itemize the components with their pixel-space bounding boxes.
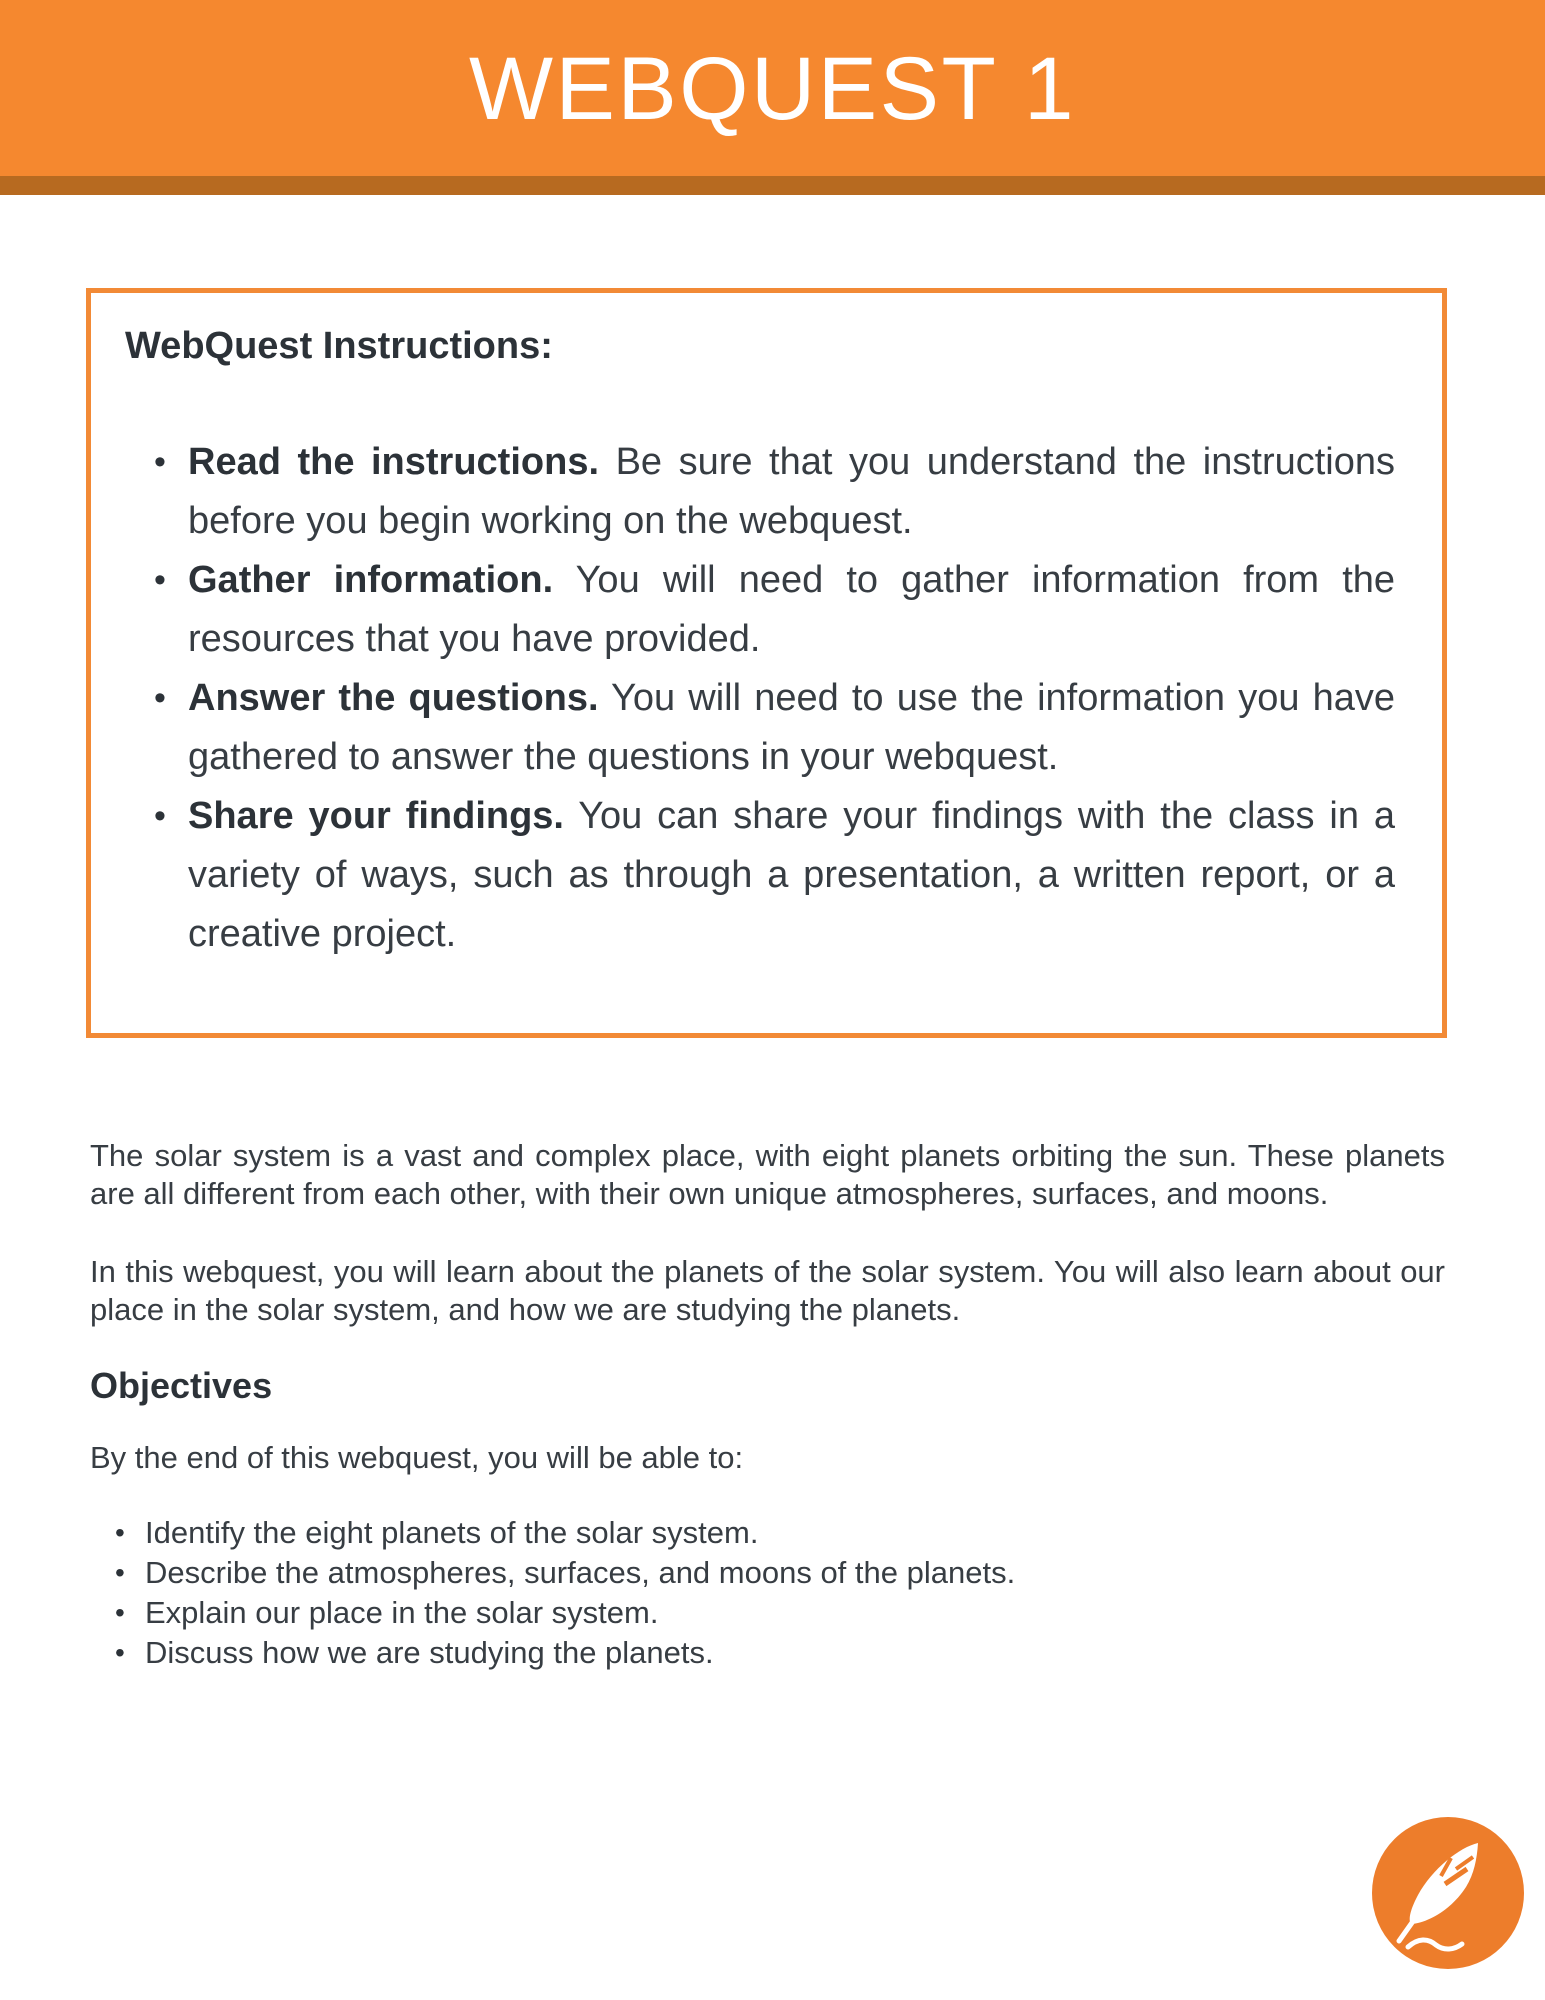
objective-item: • Explain our place in the solar system.: [145, 1593, 1445, 1633]
instructions-list: [125, 433, 1395, 964]
instruction-item: [188, 787, 1395, 964]
instruction-item-text: Be sure that you understand the instructions before you begin working on the webquest.: [188, 441, 1395, 542]
intro-paragraph: The solar system is a vast and complex place, with eight planets orbiting the sun. These planets are all different from each other, with their own unique atmospheres, surfaces, and moons.: [90, 1138, 1445, 1211]
objective-item: • Identify the eight planets of the solar system.: [145, 1513, 1445, 1553]
page-title: WEBQUEST 1: [469, 37, 1076, 138]
header-accent-bar: [0, 176, 1545, 195]
instruction-item: [188, 433, 1395, 551]
objective-item: • Describe the atmospheres, surfaces, and moons of the planets.: [145, 1553, 1445, 1593]
instruction-item-text: You will need to gather information from the resources that you have provided.: [188, 559, 1396, 660]
body-content: [90, 1137, 1445, 1673]
instruction-item-text: You will need to use the information you have gathered to answer the questions in your webquest.: [188, 677, 1396, 778]
instruction-item-lead: Read the instructions.: [188, 441, 600, 483]
instruction-item: [188, 669, 1395, 787]
objectives-list: [90, 1513, 1445, 1673]
intro-paragraph: In this webquest, you will learn about the planets of the solar system. You will also learn about our place in the solar system, and how we are studying the planets.: [90, 1254, 1445, 1327]
objectives-intro: By the end of this webquest, you will be able to:: [90, 1440, 744, 1475]
objective-item: • Discuss how we are studying the planets.: [145, 1633, 1445, 1673]
instruction-item-lead: Gather information.: [188, 559, 554, 601]
objectives-heading: Objectives: [90, 1365, 273, 1406]
instruction-item: [188, 551, 1395, 669]
instructions-heading: WebQuest Instructions:: [125, 325, 553, 367]
feather-quill-icon: [1372, 1817, 1524, 1969]
header-banner: [0, 0, 1545, 176]
instruction-item-lead: Share your findings.: [188, 795, 564, 837]
instruction-item-lead: Answer the questions.: [188, 677, 599, 719]
instruction-item-text: You can share your findings with the class in a variety of ways, such as through a presentation, a written report, or a creative project.: [188, 795, 1395, 955]
instructions-box: [86, 288, 1447, 1038]
logo-badge: [1372, 1817, 1524, 1969]
